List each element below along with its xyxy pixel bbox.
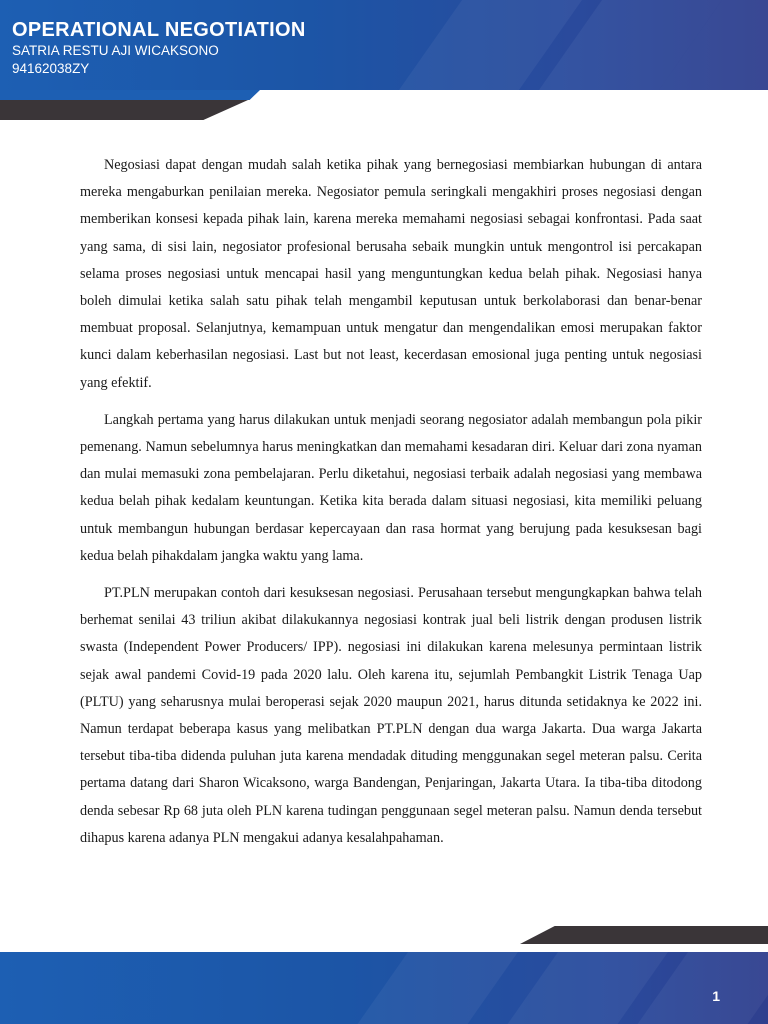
page-number: 1: [712, 988, 720, 1004]
document-body: [80, 152, 702, 862]
document-title: OPERATIONAL NEGOTIATION: [12, 19, 306, 41]
header-accent-blue: [0, 90, 260, 100]
author-name: SATRIA RESTU AJI WICAKSONO: [12, 43, 219, 58]
paragraph-2: Langkah pertama yang harus dilakukan untuk menjadi seorang negosiator adalah membangun pola pikir pemenang. Namun sebelumnya harus meningkatkan dan memahami kesadaran diri. Keluar dari zona nyaman dan mulai memasuki zona pembelajaran. Perlu diketahui, negosiasi terbaik adalah negosiasi yang membawa kedua belah pihak kedalam keuntungan. Ketika kita berada dalam situasi negosiasi, kita memiliki peluang untuk membangun hubungan berdasar kepercayaan dan rasa hormat yang berujung pada kesuksesan bagi kedua belah pihakdalam jangka waktu yang lama.: [80, 411, 702, 564]
page-footer-banner: [0, 952, 768, 1024]
paragraph-3: PT.PLN merupakan contoh dari kesuksesan negosiasi. Perusahaan tersebut mengungkapkan bahwa telah berhemat senilai 43 triliun akibat dilakukannya negosiasi kontrak jual beli listrik dengan produsen listrik swasta (Independent Power Producers/ IPP). negosiasi ini dilakukan karena melesunya permintaan listrik sejak awal pandemi Covid-19 pada 2020 lalu. Oleh karena itu, sejumlah Pembangkit Listrik Tenaga Uap (PLTU) yang seharusnya mulai beroperasi sejak 2020 maupun 2021, harus ditunda setidaknya ke 2022 ini. Namun terdapat beberapa kasus yang melibatkan PT.PLN dengan dua warga Jakarta. Dua warga Jakarta tersebut tiba-tiba didenda puluhan juta karena mendadak dituding menggunakan segel meteran palsu. Cerita pertama datang dari Sharon Wicaksono, warga Bandengan, Penjaringan, Jakarta Utara. Ia tiba-tiba ditodong denda sebesar Rp 68 juta oleh PLN karena tudingan penggunaan segel meteran palsu. Namun denda tersebut dihapus karena adanya PLN mengakui adanya kesalahpahaman.: [80, 585, 702, 846]
header-accent-dark: [0, 100, 248, 120]
footer-accent-dark: [520, 926, 768, 944]
paragraph-1: Negosiasi dapat dengan mudah salah ketika pihak yang bernegosiasi membiarkan hubungan di antara mereka mengaburkan penilaian mereka. Negosiator pemula seringkali mengakhiri proses negosiasi dengan memberikan konsesi kepada pihak lain, karena mereka memahami negosiasi sebagai konfrontasi. Pada saat yang sama, di sisi lain, negosiator profesional berusaha sebaik mungkin untuk mengontrol isi percakapan selama proses negosiasi untuk mencapai hasil yang menguntungkan kedua belah pihak. Negosiasi hanya boleh dimulai ketika salah satu pihak telah mengambil keputusan untuk berkolaborasi dan benar-benar membuat proposal. Selanjutnya, kemampuan untuk mengatur dan mengendalikan emosi merupakan faktor kunci dalam keberhasilan negosiasi. Last but not least, kecerdasan emosional juga penting untuk negosiasi yang efektif.: [80, 157, 702, 391]
header-text-block: [12, 18, 306, 78]
page-header-banner: [0, 0, 768, 90]
student-id: 94162038ZY: [12, 61, 90, 76]
